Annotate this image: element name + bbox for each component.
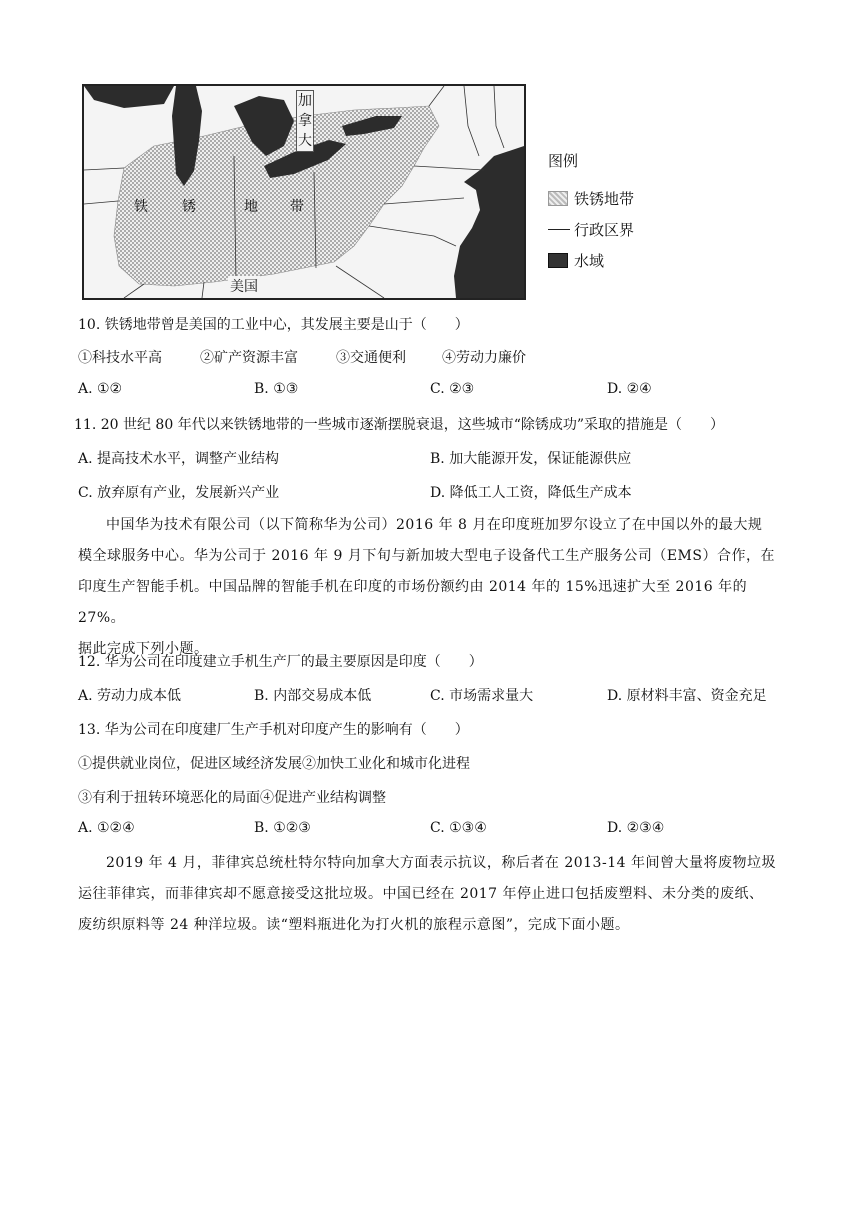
border-line-swatch-icon	[548, 229, 570, 230]
legend-label-rust-belt: 铁锈地带	[574, 189, 635, 208]
map-label-canada-char-1: 加	[298, 93, 312, 109]
q13-choice-line-1: ①提供就业岗位，促进区域经济发展②加快工业化和城市化进程	[78, 756, 470, 772]
passage-huawei-line-4: 据此完成下列小题。	[78, 641, 209, 657]
q13-stem: 13. 华为公司在印度建厂生产手机对印度产生的影响有（ ）	[78, 722, 469, 738]
q12-option-d[interactable]: D. 原材料丰富、资金充足	[607, 688, 767, 704]
rust-belt-map	[82, 84, 526, 300]
passage-philippines	[78, 848, 784, 941]
passage-huawei-line-2: 模全球服务中心。华为公司于 2016 年 9 月下旬与新加坡大型电子设备代工生产服务公司（EMS）合作，在	[78, 548, 775, 564]
water-swatch-icon	[548, 253, 568, 268]
q10-option-a[interactable]: A. ①②	[78, 381, 123, 397]
q13-option-b[interactable]: B. ①②③	[254, 820, 311, 836]
q12-option-a[interactable]: A. 劳动力成本低	[78, 688, 182, 704]
map-label-canada	[296, 90, 314, 152]
map-label-usa: 美国	[228, 276, 260, 296]
q11-stem: 11. 20 世纪 80 年代以来铁锈地带的一些城市逐渐摆脱衰退，这些城市“除锈成功”采取的措施是（ ）	[74, 417, 725, 433]
q11-option-d[interactable]: D. 降低工人工资，降低生产成本	[430, 485, 632, 501]
map-label-canada-char-3: 大	[298, 133, 312, 149]
q10-factor-3: ③交通便利	[336, 350, 406, 366]
q13-option-a[interactable]: A. ①②④	[78, 820, 135, 836]
q10-option-b[interactable]: B. ①③	[254, 381, 299, 397]
legend-label-water: 水域	[574, 251, 605, 270]
passage-philippines-line-1: 2019 年 4 月，菲律宾总统杜特尔特向加拿大方面表示抗议，称后者在 2013-14 年间曾大量将废物垃圾	[106, 855, 776, 871]
passage-huawei	[78, 510, 784, 665]
passage-philippines-line-2: 运往菲律宾，而菲律宾却不愿意接受这批垃圾。中国已经在 2017 年停止进口包括废塑料、未分类的废纸、	[78, 886, 764, 902]
q11-option-c[interactable]: C. 放弃原有产业，发展新兴产业	[78, 485, 280, 501]
passage-huawei-line-1: 中国华为技术有限公司（以下简称华为公司）2016 年 8 月在印度班加罗尔设立了在中国以外的最大规	[106, 517, 763, 533]
legend-item-rust-belt	[548, 185, 678, 211]
map-label-canada-char-2: 拿	[298, 113, 312, 129]
q10-option-c[interactable]: C. ②③	[430, 381, 475, 397]
q11-option-b[interactable]: B. 加大能源开发，保证能源供应	[430, 451, 632, 467]
legend-title: 图例	[548, 152, 579, 170]
q11-option-a[interactable]: A. 提高技术水平，调整产业结构	[78, 451, 280, 467]
q13-option-c[interactable]: C. ①③④	[430, 820, 487, 836]
q10-factor-4: ④劳动力廉价	[442, 350, 526, 366]
q13-choice-line-2: ③有利于扭转环境恶化的局面④促进产业结构调整	[78, 790, 386, 806]
legend-label-admin-border: 行政区界	[574, 220, 635, 239]
q12-stem: 12. 华为公司在印度建立手机生产厂的最主要原因是印度（ ）	[78, 654, 483, 670]
q12-option-b[interactable]: B. 内部交易成本低	[254, 688, 372, 704]
map-label-rust-belt-4: 带	[290, 199, 304, 215]
q10-option-d[interactable]: D. ②④	[607, 381, 652, 397]
map-label-rust-belt-2: 锈	[182, 199, 196, 215]
map-label-rust-belt-1: 铁	[134, 199, 148, 215]
legend-item-water	[548, 247, 678, 273]
q12-option-c[interactable]: C. 市场需求量大	[430, 688, 534, 704]
q10-stem: 10. 铁锈地带曾是美国的工业中心，其发展主要是山于（ ）	[78, 317, 469, 333]
legend-item-admin-border	[548, 216, 678, 242]
passage-philippines-line-3: 废纺织原料等 24 种洋垃圾。读“塑料瓶进化为打火机的旅程示意图”，完成下面小题。	[78, 917, 630, 933]
lake-superior	[84, 86, 174, 108]
map-legend	[548, 150, 678, 278]
q10-factor-2: ②矿产资源丰富	[200, 350, 298, 366]
q13-option-d[interactable]: D. ②③④	[607, 820, 665, 836]
rust-belt-swatch-icon	[548, 191, 568, 206]
q10-factor-1: ①科技水平高	[78, 350, 162, 366]
passage-huawei-line-3: 印度生产智能手机。中国品牌的智能手机在印度的市场份额约由 2014 年的 15%迅速扩大至 2016 年的 27%。	[78, 579, 748, 626]
map-label-rust-belt-3: 地	[244, 199, 258, 215]
